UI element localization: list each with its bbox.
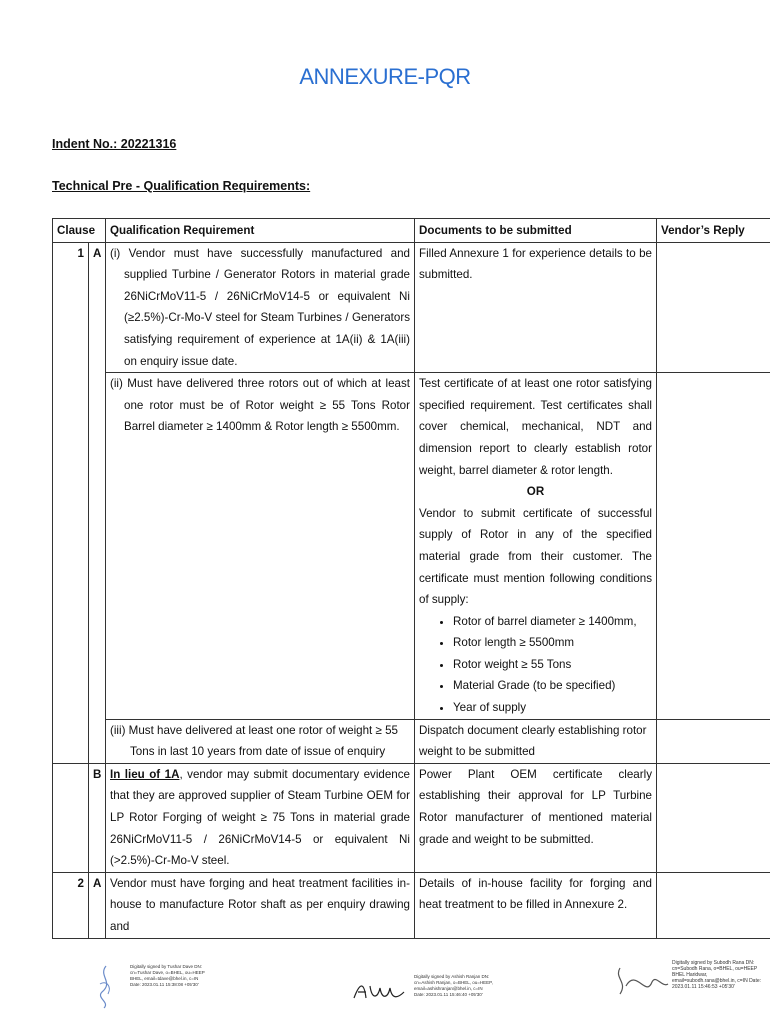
list-item: • Rotor length ≥ 5500mm [453, 632, 652, 654]
document-text: Test certificate of at least one rotor satisfying specified requirement. Test certificates shall cover chemical, mechanical, NDT and dimension report to clearly establish rotor weight, barrel diameter & rotor length. [419, 377, 652, 477]
header-qualification: Qualification Requirement [106, 219, 415, 243]
vendor-reply-cell[interactable] [657, 872, 770, 938]
table-row [53, 242, 770, 373]
or-separator: OR [526, 485, 545, 499]
clause-letter: A [89, 872, 106, 938]
requirement-text: (iii) Must have delivered at least one rotor of weight ≥ 55 Tons in last 10 years from date of issue of enquiry [106, 719, 415, 763]
section-heading: Technical Pre - Qualification Requirements: [52, 179, 311, 193]
page-title: ANNEXURE-PQR [299, 64, 471, 89]
clause-letter: A [89, 242, 106, 763]
requirement-text-rest: , vendor may submit documentary evidence that they are approved supplier of Steam Turbine OEM for LP Rotor Forging of weight ≥ 75 Tons in material grade 26NiCrMoV11-5 / 26NiCrMoV14-5 or equivalent Ni (>2.5%)-Cr-Mo-V steel. [110, 767, 410, 868]
list-item: • Rotor of barrel diameter ≥ 1400mm, [453, 611, 652, 633]
document-text: Dispatch document clearly establishing rotor weight to be submitted [415, 719, 657, 763]
document-text: Filled Annexure 1 for experience details to be submitted. [415, 242, 657, 373]
requirements-table [52, 218, 770, 939]
list-item: • Material Grade (to be specified) [453, 675, 652, 697]
header-vendor-reply: Vendor’s Reply [657, 219, 770, 243]
header-clause: Clause [53, 219, 106, 243]
document-cell [415, 373, 657, 720]
requirement-text: (i) Vendor must have successfully manufactured and supplied Turbine / Generator Rotors in material grade 26NiCrMoV11-5 / 26NiCrMoV14-5 or equivalent Ni (≥2.5%)-Cr-Mo-V steel for Steam Turbines / Generators satisfying requirement of experience at 1A(ii) & 1A(iii) on enquiry issue date. [106, 242, 415, 373]
signature-mark-middle [352, 978, 412, 1004]
signature-text-middle: Digitally signed by Ashish Ranjan DN: cn=Ashish Ranjan, o=BHEL, ou=HEEP, email=ashishranjan@bhel.in, c=IN Date: 2023.01.11 15:46:40 +05'30' [414, 974, 493, 997]
clause-number: 1 [53, 242, 89, 763]
signature-mark-right [612, 958, 672, 1004]
conditions-list [419, 611, 652, 719]
clause-letter: B [89, 763, 106, 872]
vendor-reply-cell[interactable] [657, 719, 770, 763]
table-row [53, 719, 770, 763]
table-header-row [53, 219, 770, 243]
requirement-text [106, 763, 415, 872]
clause-number: 2 [53, 872, 89, 938]
signature-text-right: Digitally signed by Subodh Rana DN: cn=Subodh Rana, o=BHEL, ou=HEEP BHEL Haridwar, email=subodh.rana@bhel.in, c=IN Date: 2023.01.11 15:46:53 +05'30' [672, 960, 762, 990]
document-text: Vendor to submit certificate of successful supply of Rotor in any of the specified material grade from their customer. The certificate must mention following conditions of supply: [419, 506, 652, 607]
list-item: • Rotor weight ≥ 55 Tons [453, 654, 652, 676]
signature-mark-left [92, 962, 122, 1010]
vendor-reply-cell[interactable] [657, 242, 770, 373]
vendor-reply-cell[interactable] [657, 373, 770, 720]
document-text: Details of in-house facility for forging and heat treatment to be filled in Annexure 2. [415, 872, 657, 938]
header-documents: Documents to be submitted [415, 219, 657, 243]
table-row [53, 872, 770, 938]
in-lieu-label: In lieu of 1A [110, 767, 180, 781]
clause-number-empty [53, 763, 89, 872]
signature-text-left: Digitally signed by Tushar Dave DN: cn=Tushar Dave, o=BHEL, ou=HEEP BHEL, email=tdave@bhel.in, c=IN Date: 2023.01.11 15:38:08 +05'30' [130, 964, 205, 987]
requirement-text: Vendor must have forging and heat treatment facilities in-house to manufacture Rotor shaft as per enquiry drawing and [106, 872, 415, 938]
list-item: • Year of supply [453, 697, 652, 719]
requirement-text: (ii) Must have delivered three rotors out of which at least one rotor must be of Rotor weight ≥ 55 Tons Rotor Barrel diameter ≥ 1400mm & Rotor length ≥ 5500mm. [106, 373, 415, 720]
document-text: Power Plant OEM certificate clearly establishing their approval for LP Turbine Rotor manufacturer of mentioned material grade and weight to be submitted. [415, 763, 657, 872]
vendor-reply-cell[interactable] [657, 763, 770, 872]
indent-number: Indent No.: 20221316 [52, 137, 177, 151]
table-row [53, 763, 770, 872]
table-row [53, 373, 770, 720]
